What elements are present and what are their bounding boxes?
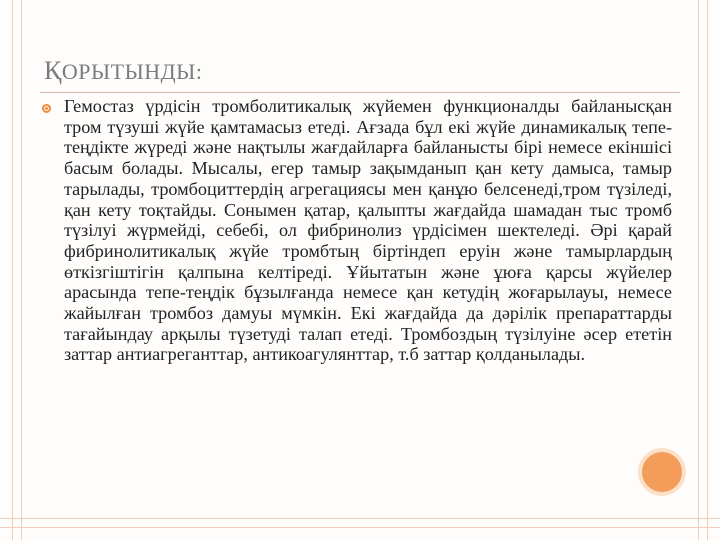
- slide-title-initial: Қ: [44, 56, 62, 85]
- slide-title: [44, 56, 202, 86]
- frame-left-border: [12, 0, 22, 540]
- slide-title-rest: ОРЫТЫНДЫ:: [61, 59, 203, 84]
- bullet-icon: [42, 104, 51, 113]
- decorative-circle-icon: [642, 452, 682, 492]
- frame-bottom-border: [0, 518, 720, 528]
- title-divider: [40, 92, 680, 93]
- body-paragraph: Гемостаз үрдісін тромболитикалық жүйемен функционалды байланысқан тром түзуші жүйе қамтамасыз етеді. Ағзада бұл екі жүйе динамикалық тепе-теңдікте жүреді және нақтылы жағдайларға байланысты бірі немесе екіншісі басым болады. Мысалы, егер тамыр зақымданып қан кету дамыса, тамыр тарылады, тромбоциттердің агрегациясы мен қанұю белсенеді,тром түзіледі, қан кету тоқтайды. Сонымен қатар, қалыпты жағдайда шамадан тыс тромб түзілуі жүрмейді, себебі, ол фибринолиз үрдісімен шектеледі. Әрі қарай фибринолитикалық жүйе тромбтың біртіндеп еруін және тамырлардың өткізгіштігін қалпына келтіреді. Ұйытатын және ұюға қарсы жүйелер арасында тепе-теңдік бұзылғанда немесе қан кетудің жоғарылауы, немесе жайылған тромбоз дамуы мүмкін. Екі жағдайда да дәрілік препараттарды тағайындау арқылы түзетуді талап етеді. Тромбоздың түзілуіне әсер ететін заттар антиагреганттар, антикоагулянттар, т.б заттар қолданылады.: [64, 96, 672, 365]
- frame-right-border: [698, 0, 708, 540]
